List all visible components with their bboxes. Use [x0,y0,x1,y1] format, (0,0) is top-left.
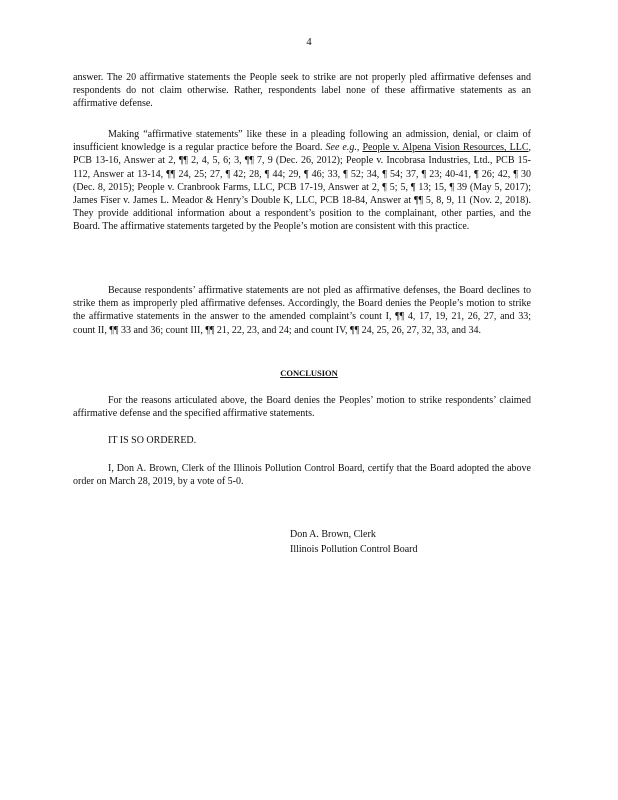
conclusion-heading [0,368,618,378]
case-name: People v. Alpena Vision Resources, LLC [362,142,529,154]
conclusion-heading-text: CONCLUSION [280,368,338,378]
signature-block [290,528,418,557]
signature-organization: Illinois Pollution Control Board [290,543,418,555]
paragraph-conclusion: For the reasons articulated above, the Board denies the Peoples’ motion to strike respondents’ claimed affirmative defense and the specified affirmative statements. [73,395,531,420]
signature-name: Don A. Brown, Clerk [290,529,376,540]
paragraph-regular-practice [73,128,531,234]
citation-text: , PCB 13-16, Answer at 2, ¶¶ 2, 4, 5, 6; 3, ¶¶ 7, 9 (Dec. 26, 2012); People v. Incobrasa Industries, Ltd., PCB 15-112, Answer at 13-14, ¶¶ 24, 25; 27, ¶ 42; 28, ¶ 44; 29, ¶ 46; 33, ¶ 52; 34, ¶ 54; 37, ¶ 23; 40-41, ¶ 26; 42, ¶ 30 (Dec. 8, 2015); People v. Cranbrook Farms, LLC, PCB 17-19, Answer at 2, ¶ 5; 5, ¶ 13; 15, ¶ 39 (May 5, 2017); James Fiser v. James L. Meador & Henry’s Double K, LLC, PCB 18-84, Answer at ¶¶ 5, 8, 9, 11 (Nov. 2, 2018). They provide additional information about a respondent’s position to the complainant, other parties, and the Board. The affirmative statements targeted by the People’s motion are consistent with this practice. [73,142,531,233]
paragraph-clerk-certification: I, Don A. Brown, Clerk of the Illinois Pollution Control Board, certify that the Board adopted the above order on March 28, 2019, by a vote of 5-0. [73,463,531,488]
paragraph-board-declines: Because respondents’ affirmative statements are not pled as affirmative defenses, the Board declines to strike them as improperly pled affirmative defenses. Accordingly, the Board denies the People’s motion to strike the affirmative statements in the answer to the amended complaint’s count I, ¶¶ 4, 17, 19, 21, 26, 27, and 33; count II, ¶¶ 33 and 36; count III, ¶¶ 21, 22, 23, and 24; and count IV, ¶¶ 24, 25, 26, 27, 32, 33, and 34. [73,285,531,336]
paragraph-affirmative-statements-intro: answer. The 20 affirmative statements the People seek to strike are not properly pled affirmative defenses and respondents do not claim otherwise. Rather, respondents label none of these affirmative statements as an affirmative defense. [73,72,531,110]
paragraph-so-ordered: IT IS SO ORDERED. [108,435,197,446]
paragraph-text: Making “affirmative statements” like these in a pleading following an admission, denial, or claim of insufficient knowledge is a regular practice before the Board. [73,129,531,154]
citation-gap: , [356,142,363,154]
page-number: 4 [306,37,312,48]
citation-signal: See e.g. [325,142,357,154]
